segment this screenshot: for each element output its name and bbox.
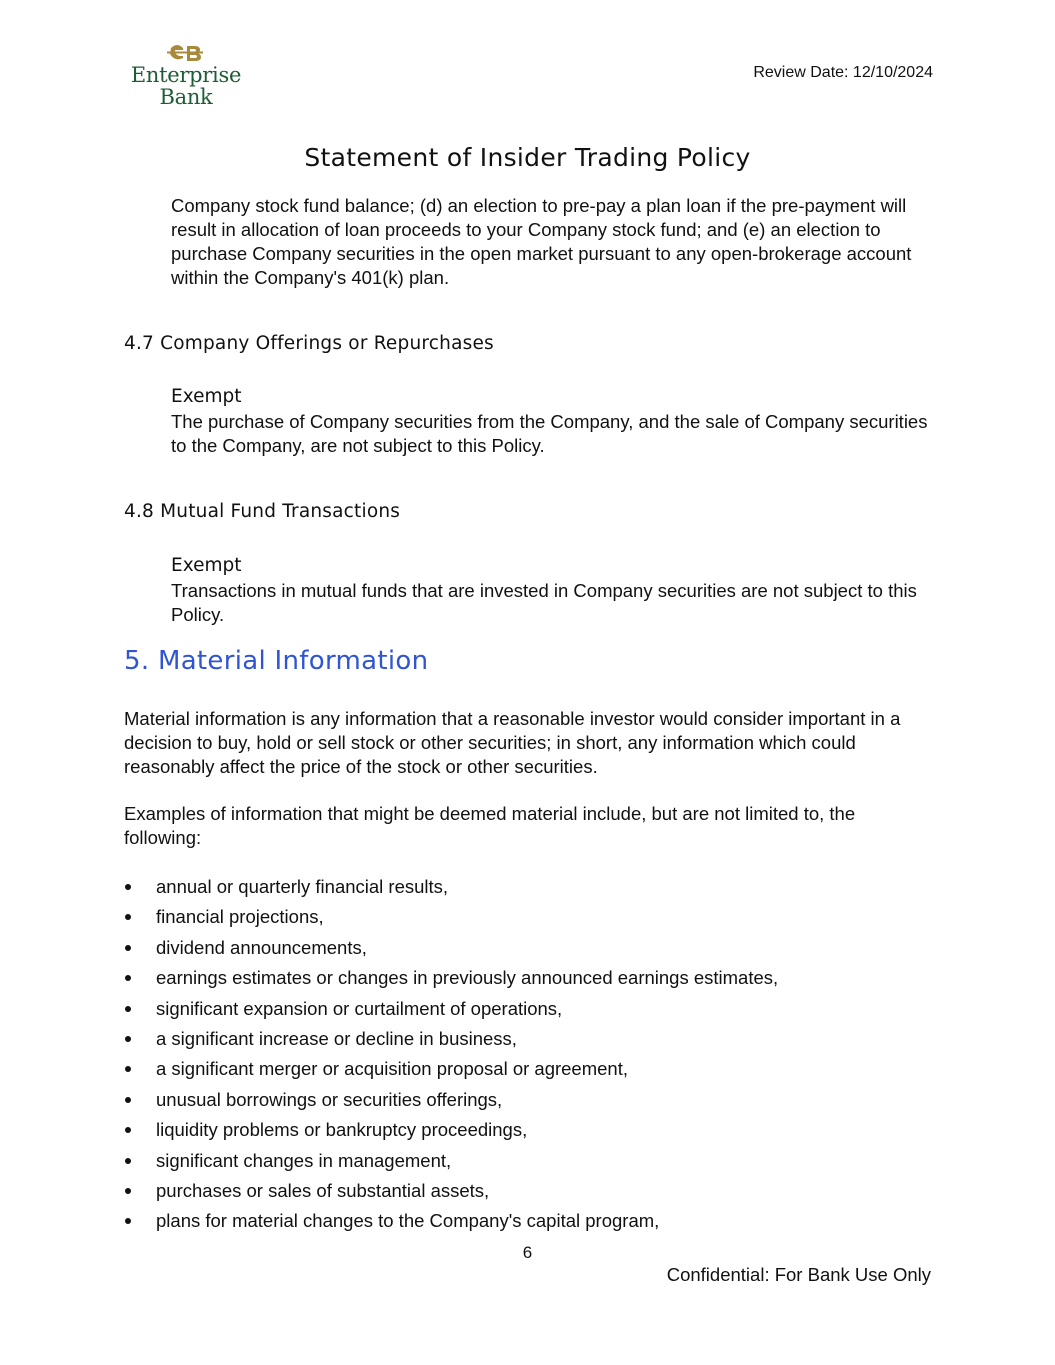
list-item: dividend announcements, (124, 936, 778, 966)
list-item: a significant merger or acquisition proposal or agreement, (124, 1057, 778, 1087)
enterprise-bank-logo (127, 42, 247, 112)
section-status-4-7: Exempt (171, 386, 242, 407)
bullet-icon (125, 1188, 131, 1194)
logo-wordmark: Enterprise Bank (130, 63, 242, 109)
list-item: unusual borrowings or securities offerings, (124, 1088, 778, 1118)
material-examples-list (124, 875, 778, 1240)
list-item: annual or quarterly financial results, (124, 875, 778, 905)
section-status-4-8: Exempt (171, 555, 242, 576)
section-text-4-7: The purchase of Company securities from the Company, and the sale of Company securities to the Company, are not subject to this Policy. (171, 411, 928, 456)
bullet-icon (125, 975, 131, 981)
bullet-icon (125, 1097, 131, 1103)
list-item: earnings estimates or changes in previously announced earnings estimates, (124, 966, 778, 996)
list-item: financial projections, (124, 905, 778, 935)
section-heading-4-8: 4.8 Mutual Fund Transactions (124, 501, 401, 522)
list-item: significant changes in management, (124, 1149, 778, 1179)
bullet-icon (125, 1218, 131, 1224)
page-title: Statement of Insider Trading Policy (304, 143, 751, 172)
list-item: significant expansion or curtailment of operations, (124, 997, 778, 1027)
review-date: Review Date: 12/10/2024 (753, 64, 933, 81)
confidential-notice: Confidential: For Bank Use Only (666, 1264, 931, 1285)
material-examples-intro: Examples of information that might be deemed material include, but are not limited to, the following: (124, 803, 856, 848)
list-item: purchases or sales of substantial assets, (124, 1179, 778, 1209)
continuation-paragraph: Company stock fund balance; (d) an election to pre-pay a plan loan if the pre-payment will result in allocation of loan proceeds to your Company stock fund; and (e) an election to purchase Company securities in the open market pursuant to any open-brokerage account within the Company's 401(k) plan. (171, 195, 912, 288)
bullet-icon (125, 1006, 131, 1012)
list-item: liquidity problems or bankruptcy proceedings, (124, 1118, 778, 1148)
page-number: 6 (522, 1243, 533, 1262)
bullet-icon (125, 1127, 131, 1133)
bullet-icon (125, 945, 131, 951)
bullet-icon (125, 1158, 131, 1164)
eb-monogram-icon (167, 42, 203, 64)
bullet-icon (125, 1036, 131, 1042)
list-item: a significant increase or decline in business, (124, 1027, 778, 1057)
section-heading-4-7: 4.7 Company Offerings or Repurchases (124, 333, 494, 354)
bullet-icon (125, 1066, 131, 1072)
list-item: plans for material changes to the Company's capital program, (124, 1209, 778, 1239)
material-definition-paragraph: Material information is any information that a reasonable investor would consider important in a decision to buy, hold or sell stock or other securities; in short, any information which could reasonably affect the price of the stock or other securities. (124, 708, 901, 777)
bullet-icon (125, 914, 131, 920)
material-information-heading: 5. Material Information (124, 646, 429, 676)
bullet-icon (125, 884, 131, 890)
section-text-4-8: Transactions in mutual funds that are invested in Company securities are not subject to this Policy. (171, 580, 917, 625)
